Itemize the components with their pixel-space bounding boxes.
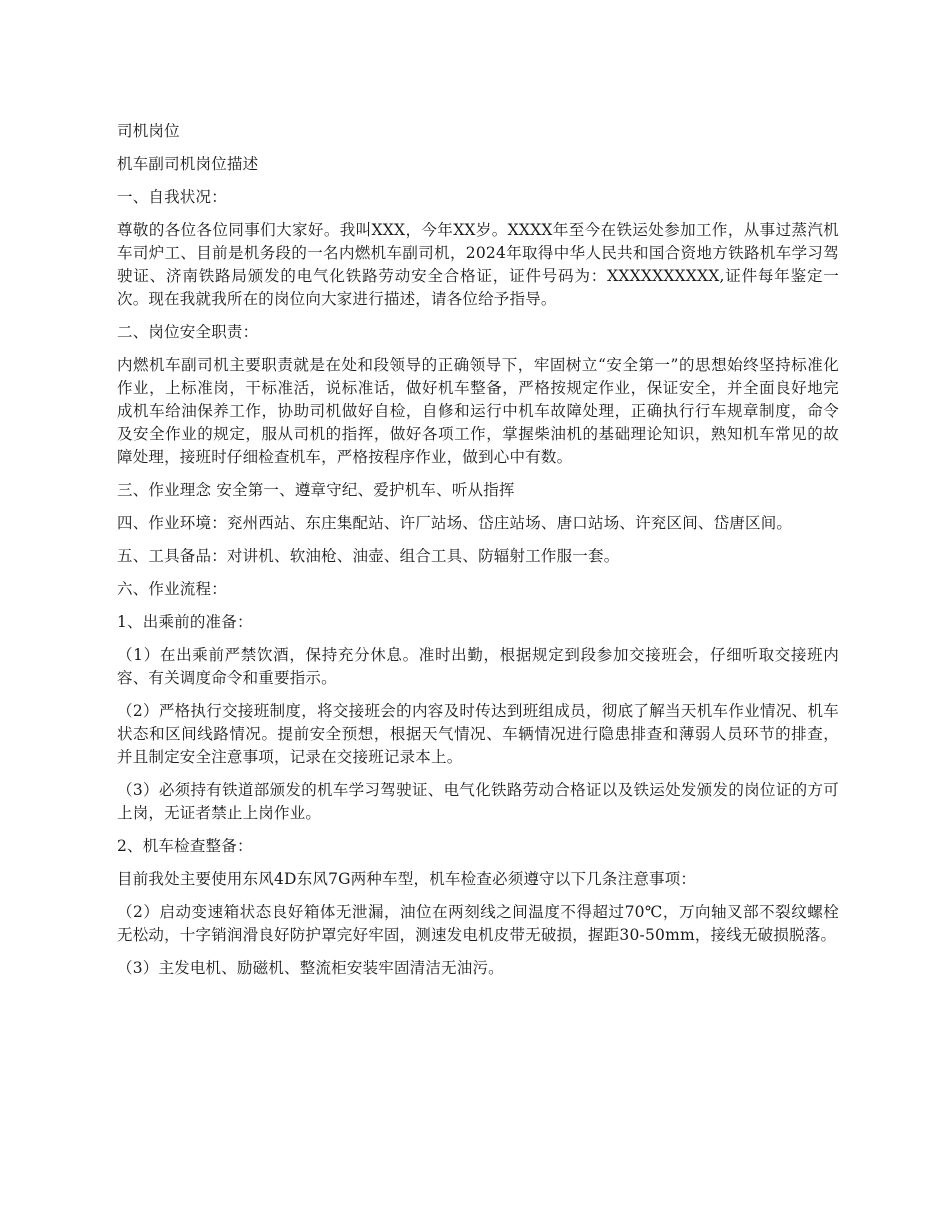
section-heading-self: 一、自我状况： [117, 188, 227, 206]
doc-subtitle: 机车副司机岗位描述 [117, 155, 259, 173]
doc-title: 司机岗位 [117, 122, 180, 140]
list-item-prep-1: （1）在出乘前严禁饮酒，保持充分休息。准时出勤，根据规定到段参加交接班会，仔细听取交接班内容、有关调度命令和重要指示。 [117, 646, 839, 687]
paragraph-self-intro: 尊敬的各位各位同事们大家好。我叫XXX，今年XX岁。XXXX年至今在铁运处参加工作，从事过蒸汽机车司炉工、目前是机务段的一名内燃机车副司机，2024年取得中华人民共和国合资地方铁路机车学习驾驶证、济南铁路局颁发的电气化铁路劳动安全合格证，证件号码为：XXXXXXXXXX,证件每年鉴定一次。现在我就我所在的岗位向大家进行描述，请各位给予指导。 [117, 221, 839, 308]
list-item-inspect-2: （2）启动变速箱状态良好箱体无泄漏，油位在两刻线之间温度不得超过70℃，万向轴叉部不裂纹螺栓无松动，十字销润滑良好防护罩完好牢固，测速发电机皮带无破损，握距30-50mm，接线无破损脱落。 [117, 903, 839, 944]
section-heading-environment: 四、作业环境：兖州西站、东庄集配站、许厂站场、岱庄站场、唐口站场、许兖区间、岱唐区间。 [117, 514, 793, 532]
list-item-prep-3: （3）必须持有铁道部颁发的机车学习驾驶证、电气化铁路劳动合格证以及铁运处发颁发的岗位证的方可上岗，无证者禁止上岗作业。 [117, 781, 839, 822]
list-item-inspect-3: （3）主发电机、励磁机、整流柜安装牢固清洁无油污。 [117, 959, 504, 977]
section-heading-tools: 五、工具备品：对讲机、软油枪、油壶、组合工具、防辐射工作服一套。 [117, 547, 620, 565]
list-item-prep-2: （2）严格执行交接班制度，将交接班会的内容及时传达到班组成员，彻底了解当天机车作业情况、机车状态和区间线路情况。提前安全预想，根据天气情况、车辆情况进行隐患排查和薄弱人员环节的排查，并且制定安全注意事项，记录在交接班记录本上。 [117, 702, 839, 766]
subsection-heading-preparation: 1、出乘前的准备： [117, 613, 253, 631]
paragraph-duties: 内燃机车副司机主要职责就是在处和段领导的正确领导下，牢固树立“安全第一”的思想始终坚持标准化作业，上标准岗，干标准活，说标准话，做好机车整备，严格按规定作业，保证安全，并全面良好地完成机车给油保养工作，协助司机做好自检，自修和运行中机车故障处理，正确执行行车规章制度，命令及安全作业的规定，服从司机的指挥，做好各项工作，掌握柴油机的基础理论知识，熟知机车常见的故障处理，接班时仔细检查机车，严格按程序作业，做到心中有数。 [117, 356, 839, 466]
section-heading-process: 六、作业流程： [117, 580, 227, 598]
section-heading-philosophy: 三、作业理念 安全第一、遵章守纪、爱护机车、听从指挥 [117, 481, 515, 499]
document-page [117, 120, 839, 990]
subsection-heading-inspection: 2、机车检查整备： [117, 837, 253, 855]
paragraph-inspection-intro: 目前我处主要使用东风4D东风7G两种车型，机车检查必须遵守以下几条注意事项： [117, 870, 697, 888]
section-heading-duties: 二、岗位安全职责： [117, 323, 259, 341]
